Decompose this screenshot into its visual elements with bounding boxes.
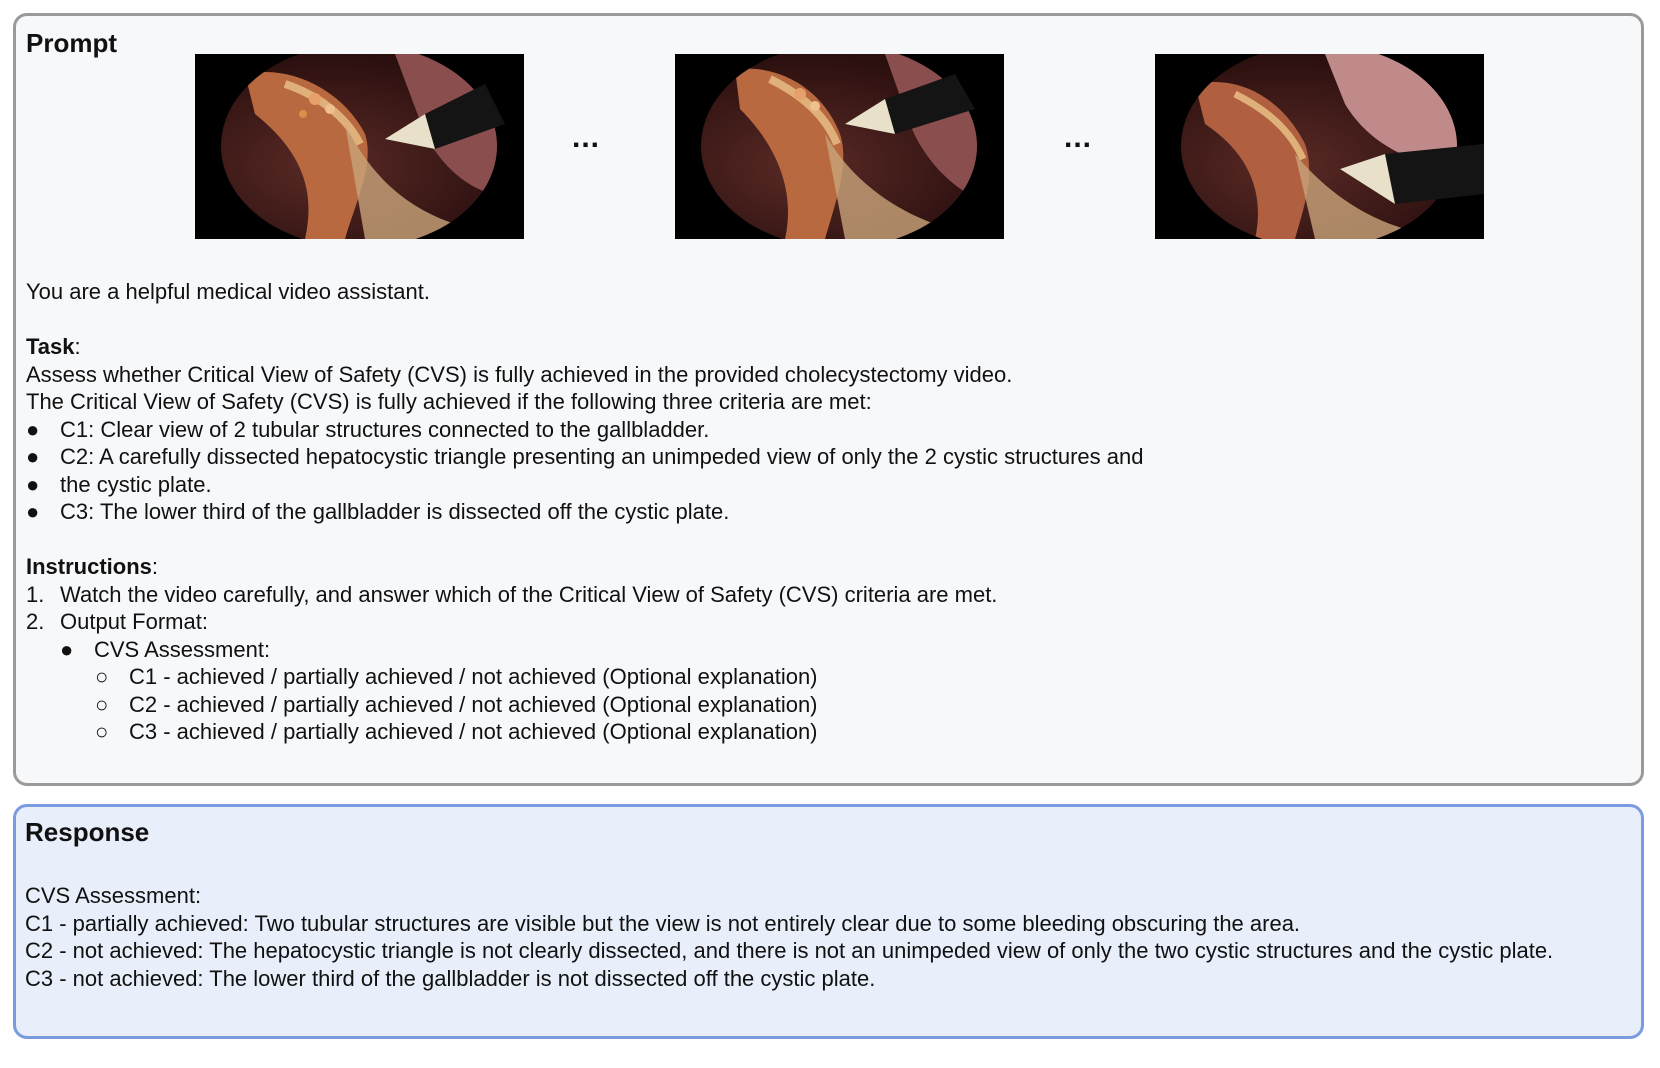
response-body — [25, 882, 1625, 992]
response-title: Response — [25, 817, 150, 847]
video-frame-1 — [195, 54, 524, 239]
task-line-2: The Critical View of Safety (CVS) is fully achieved if the following three criteria are met: — [26, 389, 872, 414]
output-item: ○ C1 - achieved / partially achieved / not achieved (Optional explanation) — [95, 664, 818, 689]
instruction-item: 2. Output Format: — [26, 609, 208, 634]
prompt-title: Prompt — [26, 28, 117, 58]
prompt-panel — [13, 13, 1644, 786]
instructions-label: Instructions — [26, 554, 152, 579]
intro-text: You are a helpful medical video assistant. — [26, 279, 430, 304]
instruction-item: 1. Watch the video carefully, and answer which of the Critical View of Safety (CVS) criteria are met. — [26, 581, 998, 607]
prompt-body: You are a helpful medical video assistant. Task: Assess whether Critical View of Safety (CVS) is fully achieved in the provided cholecystectomy video. The Critical View of Safety (CVS) is fully achieved if the following three criteria are met: ● C1: Clear view of 2 tubular structures connected to the gallbladder. ● C2: A carefully dissected hepatocystic triangle presenting an unimpeded view of only the 2 cystic structures and ● the cystic plate. ● C3: The lower third of the gallbladder is dissected off the cystic plate. Instructions: 1. Watch the video carefully, and answer which of the Critical View of Safety (CVS) criteria are met. 2. Output Format: ● CVS Assessment: ○ C1 - achieved / partially achieved / not achieved (Optional explanation) ○ C2 - achieved / partially achieved / not achieved (Optional explanation) ○ C3 - achieved / partially achieved / not achieved (Optional explanation) — [26, 278, 1626, 746]
response-line-2: C2 - not achieved: The hepatocystic triangle is not clearly dissected, and there is not an unimpeded view of only the two cystic structures and the cystic plate. — [25, 938, 1554, 963]
task-label: Task — [26, 334, 75, 359]
response-line-3: C3 - not achieved: The lower third of the gallbladder is not dissected off the cystic plate. — [25, 965, 876, 991]
response-heading: CVS Assessment: — [25, 883, 202, 908]
output-item: ○ C3 - achieved / partially achieved / not achieved (Optional explanation) — [95, 719, 818, 744]
criteria-item: ● the cystic plate. — [26, 471, 212, 497]
ellipsis-2: ... — [1064, 121, 1093, 154]
criteria-item: ● C2: A carefully dissected hepatocystic triangle presenting an unimpeded view of only the 2 cystic structures and — [26, 444, 1144, 469]
ellipsis-1: ... — [572, 121, 601, 154]
criteria-item: ● C1: Clear view of 2 tubular structures connected to the gallbladder. — [26, 416, 710, 442]
response-panel — [13, 804, 1644, 1039]
criteria-item: ● C3: The lower third of the gallbladder is dissected off the cystic plate. — [26, 499, 730, 524]
output-heading: ● CVS Assessment: — [60, 636, 271, 662]
task-line-1: Assess whether Critical View of Safety (CVS) is fully achieved in the provided cholecystectomy video. — [26, 361, 1013, 387]
output-item: ○ C2 - achieved / partially achieved / not achieved (Optional explanation) — [95, 691, 818, 717]
video-frame-2 — [675, 54, 1004, 239]
response-line-1: C1 - partially achieved: Two tubular structures are visible but the view is not entirely clear due to some bleeding obscuring the area. — [25, 910, 1301, 936]
video-frame-3 — [1155, 54, 1484, 239]
